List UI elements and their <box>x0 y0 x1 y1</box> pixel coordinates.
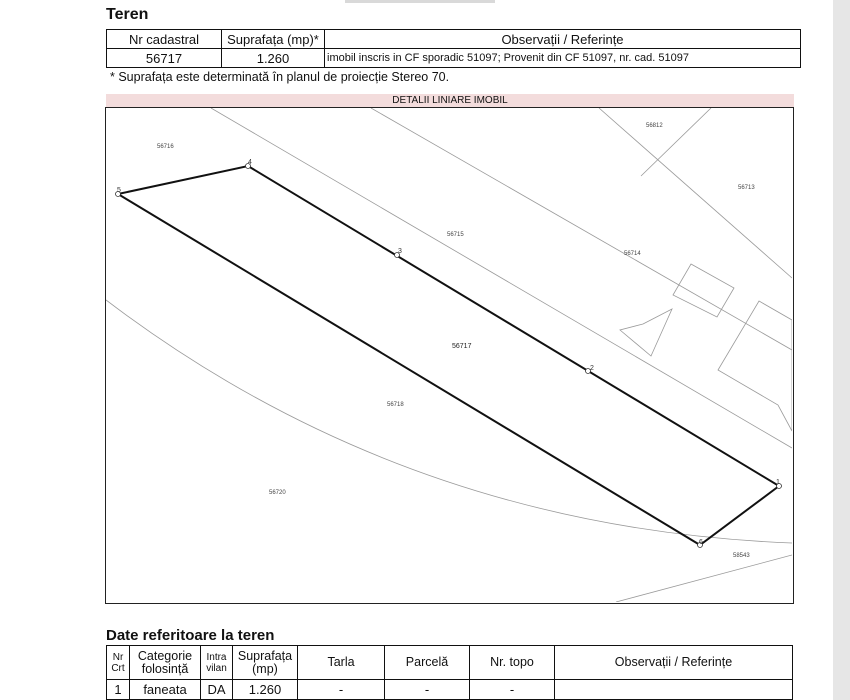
header-intravilan: Intra vilan <box>201 646 233 680</box>
plan-header: DETALII LINIARE IMOBIL <box>106 94 794 107</box>
footnote: * Suprafața este determinată în planul de proiecție Stereo 70. <box>110 70 450 84</box>
point-label: 3 <box>398 248 402 255</box>
header-parcela: Parcelă <box>385 646 470 680</box>
header-categorie: Categorie folosință <box>130 646 201 680</box>
building-outline <box>620 309 672 356</box>
header-suprafata-mp: Suprafața (mp) <box>233 646 298 680</box>
section-title-date-teren: Date referitoare la teren <box>106 627 275 644</box>
parcel-label: 56720 <box>269 490 286 496</box>
plan-drawing <box>106 108 792 602</box>
cell-suprafata: 1.260 <box>222 49 325 68</box>
parcel-label: 58543 <box>733 553 750 559</box>
header-observatii: Observații / Referințe <box>325 30 801 49</box>
cell-parcela: - <box>385 680 470 700</box>
boundary-line <box>371 108 792 350</box>
parcel-label: 56716 <box>157 144 174 150</box>
parcel-label: 56714 <box>624 251 641 257</box>
cell-intravilan: DA <box>201 680 233 700</box>
boundary-line <box>106 300 792 543</box>
section-title-teren: Teren <box>106 6 149 23</box>
cell-nr-cadastral: 56717 <box>107 49 222 68</box>
cell-nr-topo: - <box>470 680 555 700</box>
header-nr-crt: Nr Crt <box>107 646 130 680</box>
parcel-label: 56812 <box>646 123 663 129</box>
point-label: 2 <box>590 365 594 372</box>
cell-suprafata: 1.260 <box>233 680 298 700</box>
cell-observatii: imobil inscris in CF sporadic 51097; Provenit din CF 51097, nr. cad. 51097 <box>325 49 801 68</box>
point-label: 4 <box>248 159 252 166</box>
detail-table-header <box>107 646 793 680</box>
top-artifact <box>345 0 495 3</box>
cell-observatii <box>555 680 793 700</box>
boundary-line <box>616 555 792 602</box>
teren-table <box>106 29 801 68</box>
teren-detail-table <box>106 645 793 700</box>
cell-tarla: - <box>298 680 385 700</box>
cell-nr-crt: 1 <box>107 680 130 700</box>
header-tarla: Tarla <box>298 646 385 680</box>
point-label: 6 <box>699 539 703 546</box>
parcel-label: 56715 <box>447 232 464 238</box>
header-observatii: Observații / Referințe <box>555 646 793 680</box>
cell-categorie: faneata <box>130 680 201 700</box>
point-label: 1 <box>776 479 780 486</box>
teren-table-header <box>107 30 801 49</box>
cadastral-plan <box>105 107 794 604</box>
header-suprafata: Suprafața (mp)* <box>222 30 325 49</box>
boundary-line <box>641 108 711 176</box>
parcel-label-main: 56717 <box>452 343 472 350</box>
teren-table-row <box>107 49 801 68</box>
boundary-line <box>211 108 792 448</box>
building-outline <box>673 264 734 317</box>
parcel-label: 56718 <box>387 402 404 408</box>
parcel-56717-outline <box>118 166 779 545</box>
header-nr-cadastral: Nr cadastral <box>107 30 222 49</box>
parcel-label: 56713 <box>738 185 755 191</box>
page-edge-shadow <box>833 0 850 700</box>
detail-table-row <box>107 680 793 700</box>
header-nr-topo: Nr. topo <box>470 646 555 680</box>
point-label: 5 <box>117 187 121 194</box>
